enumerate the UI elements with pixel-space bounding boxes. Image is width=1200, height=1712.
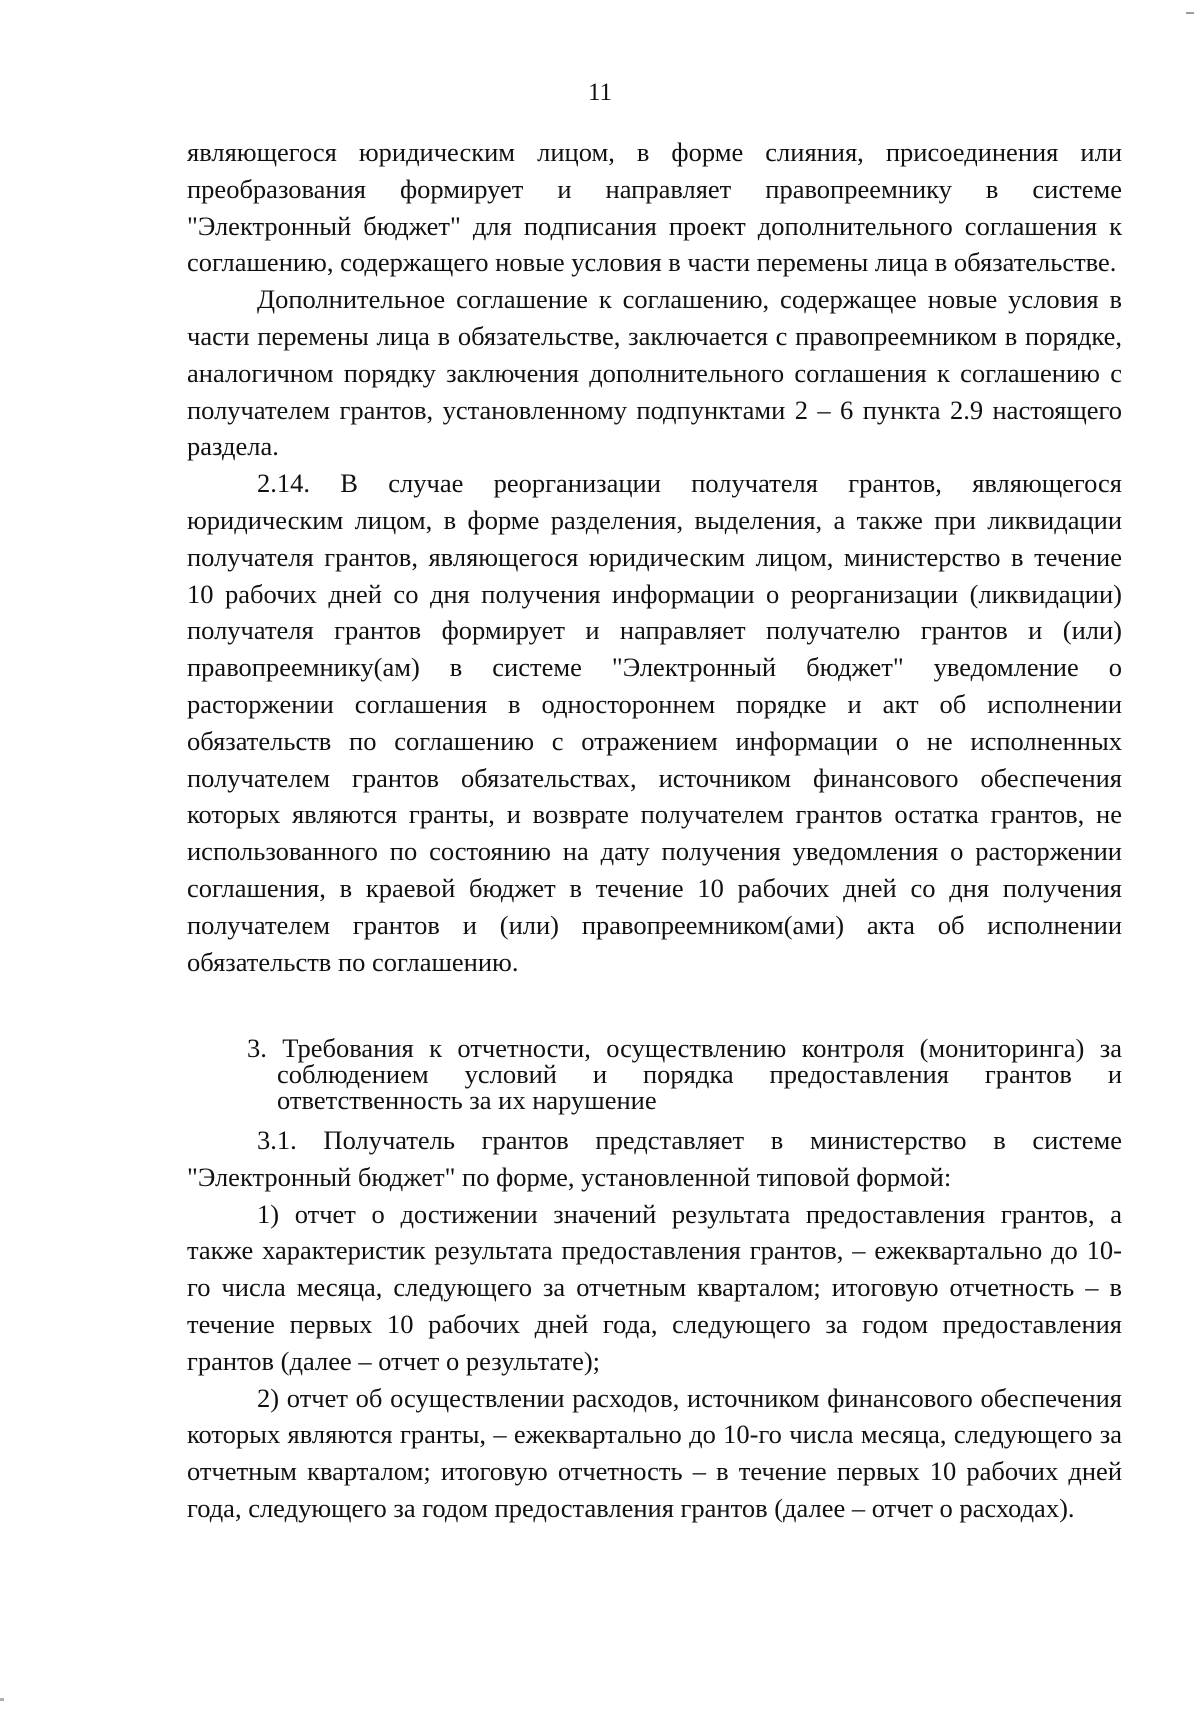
- paragraph-continuation: являющегося юридическим лицом, в форме слияния, присоединения или преобразования формирует и направляет правопреемнику в системе "Электронный бюджет" для подписания проект дополнительного соглашения к соглашению, содержащего новые условия в части перемены лица в обязательстве.: [187, 137, 1122, 278]
- paragraph-additional-agreement: Дополнительное соглашение к соглашению, содержащее новые условия в части перемены лица в обязательстве, заключается с правопреемником в порядке, аналогичном порядку заключения дополнительного соглашения к соглашению с получателем грантов, установленному подпунктами 2 – 6 пункта 2.9 настоящего раздела.: [187, 284, 1122, 462]
- section-heading-text: 3. Требования к отчетности, осуществлению контроля (мониторинга) за соблюдением условий и порядка предоставления грантов и ответственность за их нарушение: [247, 1033, 1122, 1115]
- paragraph-item-2: 2) отчет об осуществлении расходов, источником финансового обеспечения которых являются гранты, – ежеквартально до 10-го числа месяца, следующего за отчетным кварталом; итоговую отчетность – в течение первых 10 рабочих дней года, следующего за годом предоставления грантов (далее – отчет о расходах).: [187, 1382, 1122, 1523]
- paragraph-item-1: 1) отчет о достижении значений результата предоставления грантов, а также характеристик результата предоставления грантов, – ежеквартально до 10-го числа месяца, следующего за отчетным кварталом; итоговую отчетность – в течение первых 10 рабочих дней года, следующего за годом предоставления грантов (далее – отчет о результате);: [187, 1198, 1122, 1376]
- body-text-lower: [187, 1122, 1122, 1527]
- scan-edge-mark: [0, 1698, 4, 1701]
- body-text-upper: [187, 134, 1122, 980]
- section-heading: [187, 1035, 1122, 1113]
- page-number: 11: [587, 79, 613, 106]
- scan-mark: [1186, 12, 1194, 14]
- paragraph-3-1: 3.1. Получатель грантов представляет в министерство в системе "Электронный бюджет" по форме, установленной типовой формой:: [187, 1125, 1122, 1192]
- paragraph-2-14: 2.14. В случае реорганизации получателя грантов, являющегося юридическим лицом, в форме разделения, выделения, а также при ликвидации получателя грантов, являющегося юридическим лицом, министерство в течение 10 рабочих дней со дня получения информации о реорганизации (ликвидации) получателя грантов формирует и направляет получателю грантов и (или) правопреемнику(ам) в системе "Электронный бюджет" уведомление о расторжении соглашения в одностороннем порядке и акт об исполнении обязательств по соглашению с отражением информации о не исполненных получателем грантов обязательствах, источником финансового обеспечения которых являются гранты, и возврате получателем грантов остатка грантов, не использованного по состоянию на дату получения уведомления о расторжении соглашения, в краевой бюджет в течение 10 рабочих дней со дня получения получателем грантов и (или) правопреемником(ами) акта об исполнении обязательств по соглашению.: [187, 468, 1122, 977]
